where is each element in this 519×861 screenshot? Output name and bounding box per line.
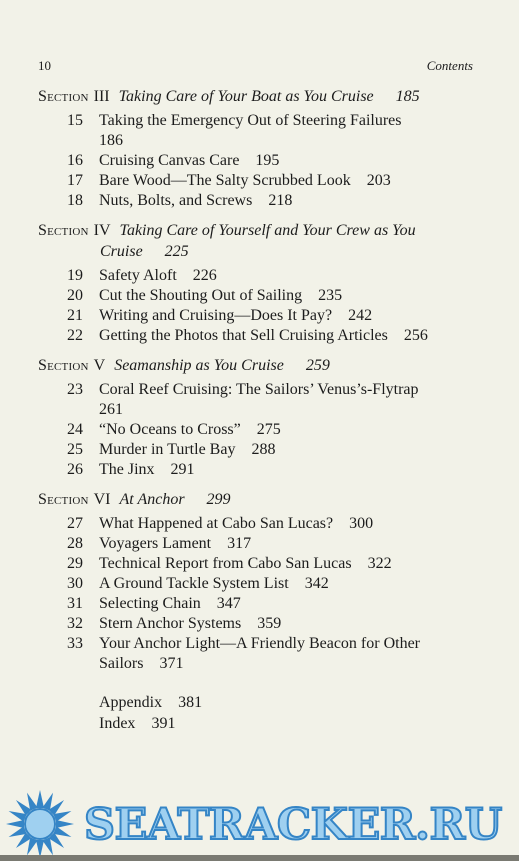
chapter-number: 15 [67,112,83,129]
chapter-page: 322 [367,555,392,572]
back-matter-entry [99,713,478,734]
chapter-number: 18 [67,192,83,209]
chapter-number: 16 [67,152,83,169]
chapter-number: 23 [67,381,83,398]
chapter-page: 288 [251,441,276,458]
toc-section [38,220,478,346]
chapter-title: Murder in Turtle Bay [99,441,236,458]
section-label: Section [38,222,89,239]
section-numeral: VI [93,491,111,508]
toc-section [38,86,478,211]
chapter-page: 256 [403,327,428,344]
chapter-entry [38,514,478,534]
chapter-page: 235 [318,287,343,304]
chapter-title: Your Anchor Light—A Friendly Beacon for Other Sailors [99,635,420,672]
chapter-number: 25 [67,441,83,458]
chapter-number: 30 [67,575,83,592]
section-numeral: III [93,88,110,105]
section-label: Section [38,88,89,105]
section-numeral: IV [93,222,111,239]
chapter-title: Safety Aloft [99,267,177,284]
chapter-entry [38,554,478,574]
chapter-title: The Jinx [99,461,155,478]
chapter-entry [38,171,478,191]
toc-section [38,489,478,674]
section-title-continued [38,241,478,262]
chapter-entry [38,286,478,306]
chapter-number: 19 [67,267,83,284]
chapter-page: 195 [255,152,280,169]
chapter-number: 26 [67,461,83,478]
back-matter-page: 391 [151,715,176,732]
chapter-number: 33 [67,635,83,652]
chapter-page: 186 [99,132,123,149]
chapter-title: Cruising Canvas Care [99,152,240,169]
back-matter [99,692,478,734]
chapter-number: 27 [67,515,83,532]
chapter-entry [38,111,478,151]
chapter-title: Taking the Emergency Out of Steering Failures [99,112,402,129]
running-title: Contents [426,58,473,73]
chapter-list [38,266,478,346]
section-title: Taking Care of Yourself and Your Crew as You [119,222,416,239]
chapter-title: A Ground Tackle System List [99,575,289,592]
chapter-page: 226 [192,267,217,284]
section-heading [38,220,478,241]
chapter-entry [38,594,478,614]
chapter-title: Bare Wood—The Salty Scrubbed Look [99,172,351,189]
table-of-contents [38,86,478,734]
page-number: 10 [38,58,51,73]
chapter-list [38,514,478,674]
chapter-entry [38,266,478,286]
chapter-number: 20 [67,287,83,304]
chapter-title: Nuts, Bolts, and Screws [99,192,253,209]
section-page: 299 [206,491,231,508]
chapter-page: 300 [349,515,374,532]
page-header [38,58,473,74]
chapter-number: 28 [67,535,83,552]
chapter-list [38,380,478,480]
section-heading [38,489,478,510]
toc-section [38,355,478,480]
chapter-page: 371 [159,655,184,672]
chapter-title: Writing and Cruising—Does It Pay? [99,307,333,324]
chapter-title: Technical Report from Cabo San Lucas [99,555,352,572]
back-matter-page: 381 [178,694,203,711]
section-title: Taking Care of Your Boat as You Cruise [118,88,374,105]
chapter-title: “No Oceans to Cross” [99,421,241,438]
chapter-page: 317 [227,535,252,552]
sun-icon [0,788,80,860]
bottom-band [0,855,519,861]
section-title: Seamanship as You Cruise [114,357,284,374]
chapter-page: 342 [304,575,329,592]
chapter-list [38,111,478,211]
chapter-number: 22 [67,327,83,344]
chapter-entry [38,420,478,440]
chapter-entry [38,191,478,211]
chapter-title: Getting the Photos that Sell Cruising Articles [99,327,388,344]
section-page: 225 [164,243,189,260]
section-numeral: V [93,357,106,374]
section-page: 259 [305,357,330,374]
section-label: Section [38,357,89,374]
chapter-entry [38,574,478,594]
watermark-text: SEATRACKER.RU [84,800,502,850]
chapter-number: 29 [67,555,83,572]
back-matter-title: Index [99,715,136,732]
chapter-title: Stern Anchor Systems [99,615,242,632]
chapter-entry [38,380,478,420]
back-matter-title: Appendix [99,694,163,711]
chapter-page: 291 [170,461,195,478]
chapter-title: Voyagers Lament [99,535,212,552]
chapter-page: 218 [268,192,293,209]
chapter-page: 203 [366,172,391,189]
section-page: 185 [395,88,420,105]
chapter-title: What Happened at Cabo San Lucas? [99,515,334,532]
chapter-page: 242 [348,307,373,324]
chapter-title: Coral Reef Cruising: The Sailors’ Venus’s-Flytrap [99,381,419,398]
section-heading [38,86,478,107]
chapter-title: Cut the Shouting Out of Sailing [99,287,303,304]
chapter-page: 359 [257,615,282,632]
chapter-number: 32 [67,615,83,632]
section-title: At Anchor [119,491,185,508]
chapter-entry [38,326,478,346]
chapter-number: 31 [67,595,83,612]
section-heading [38,355,478,376]
chapter-number: 24 [67,421,83,438]
chapter-number: 21 [67,307,83,324]
chapter-entry [38,634,478,674]
chapter-entry [38,440,478,460]
section-label: Section [38,491,89,508]
chapter-entry [38,306,478,326]
chapter-entry [38,460,478,480]
chapter-page: 261 [99,401,123,418]
chapter-entry [38,534,478,554]
chapter-entry [38,614,478,634]
back-matter-entry [99,692,478,713]
chapter-page: 347 [216,595,241,612]
chapter-page: 275 [256,421,281,438]
section-title-cont: Cruise [100,243,143,260]
chapter-number: 17 [67,172,83,189]
chapter-entry [38,151,478,171]
chapter-title: Selecting Chain [99,595,201,612]
